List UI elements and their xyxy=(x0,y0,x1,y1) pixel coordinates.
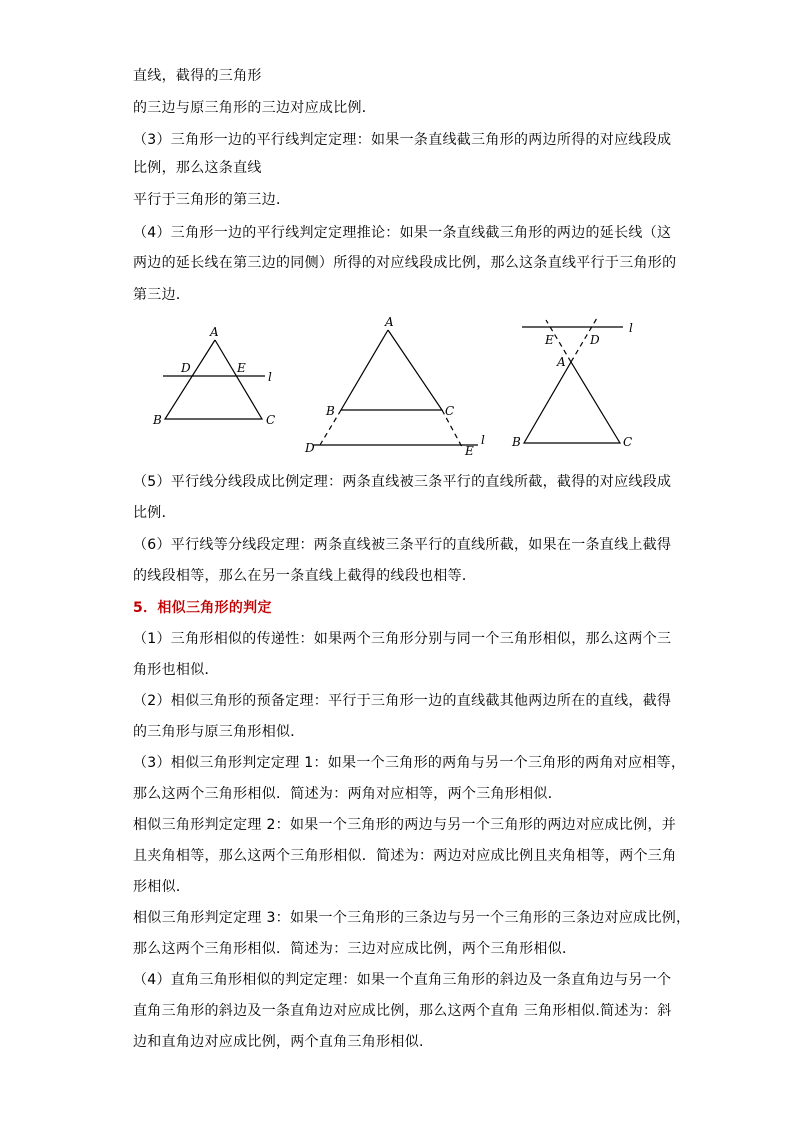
fig3-label-l: l xyxy=(629,321,633,335)
fig2-label-b: B xyxy=(326,404,335,418)
text-line: 直角三角形的斜边及一条直角边对应成比例，那么这两个直角 三角形相似.简述为：斜 xyxy=(133,1003,672,1019)
fig3-label-b: B xyxy=(512,435,521,449)
text-line: 第三边． xyxy=(133,287,191,303)
fig3-label-c: C xyxy=(623,435,633,449)
text-line: （6）平行线等分线段定理：两条直线被三条平行的直线所截，如果在一条直线上截得 xyxy=(133,537,672,553)
fig1-label-a: A xyxy=(210,325,219,339)
text-line: 相似三角形判定定理 3：如果一个三角形的三条边与另一个三角形的三条边对应成比例， xyxy=(133,910,691,926)
text-line: 比例，那么这条直线 xyxy=(133,160,262,176)
geometry-figures xyxy=(0,315,794,465)
text-line: 边和直角边对应成比例，两个直角三角形相似. xyxy=(133,1034,424,1050)
fig2-label-e: E xyxy=(465,444,474,458)
fig3-triangle xyxy=(524,362,620,443)
text-line: （1）三角形相似的传递性：如果两个三角形分别与同一个三角形相似，那么这两个三 xyxy=(133,631,672,647)
fig1-triangle xyxy=(165,340,262,419)
fig2-label-d: D xyxy=(305,441,315,455)
text-line: 的线段相等，那么在另一条直线上截得的线段也相等． xyxy=(133,568,477,584)
text-line: 角形也相似． xyxy=(133,662,219,678)
text-line: 且夹角相等，那么这两个三角形相似．简述为：两边对应成比例且夹角相等，两个三角 xyxy=(133,848,677,864)
fig3-label-e: E xyxy=(545,333,554,347)
section-heading: 5．相似三角形的判定 xyxy=(133,600,272,616)
text-line: （5）平行线分线段成比例定理：两条直线被三条平行的直线所截，截得的对应线段成 xyxy=(133,474,672,490)
fig1-label-b: B xyxy=(153,413,162,427)
text-line: （2）相似三角形的预备定理：平行于三角形一边的直线截其他两边所在的直线，截得 xyxy=(133,693,672,709)
text-line: 相似三角形判定定理 2：如果一个三角形的两边与另一个三角形的两边对应成比例，并 xyxy=(133,817,677,833)
fig2-triangle xyxy=(341,330,442,410)
fig1-label-d: D xyxy=(181,361,191,375)
text-line: 形相似． xyxy=(133,879,191,895)
fig1-label-e: E xyxy=(237,361,246,375)
text-line: （4）直角三角形相似的判定定理：如果一个直角三角形的斜边及一条直角边与另一个 xyxy=(133,972,672,988)
fig2-label-c: C xyxy=(445,404,455,418)
fig1-label-c: C xyxy=(266,413,276,427)
fig2-label-l: l xyxy=(481,433,485,447)
text-line: （3）三角形一边的平行线判定定理：如果一条直线截三角形的两边所得的对应线段成 xyxy=(133,132,672,148)
fig3-label-a: A xyxy=(557,355,566,369)
text-line: 那么这两个三角形相似．简述为：三边对应成比例，两个三角形相似． xyxy=(133,941,577,957)
fig2-label-a: A xyxy=(385,315,394,329)
text-line: 那么这两个三角形相似．简述为：两角对应相等，两个三角形相似． xyxy=(133,786,562,802)
text-line: 两边的延长线在第三边的同侧）所得的对应线段成比例，那么这条直线平行于三角形的 xyxy=(133,255,677,271)
text-line: （3）相似三角形判定定理 1：如果一个三角形的两角与另一个三角形的两角对应相等， xyxy=(133,755,686,771)
triangle-diagrams xyxy=(0,315,794,465)
text-line: 直线，截得的三角形 xyxy=(133,68,262,84)
fig1-label-l: l xyxy=(268,370,272,384)
text-line: 的三角形与原三角形相似． xyxy=(133,724,305,740)
text-line: 平行于三角形的第三边． xyxy=(133,192,291,208)
text-line: 比例． xyxy=(133,505,176,521)
text-line: 的三边与原三角形的三边对应成比例． xyxy=(133,100,377,116)
text-line: （4）三角形一边的平行线判定定理推论：如果一条直线截三角形的两边的延长线（这 xyxy=(133,225,672,241)
fig3-label-d: D xyxy=(590,333,600,347)
